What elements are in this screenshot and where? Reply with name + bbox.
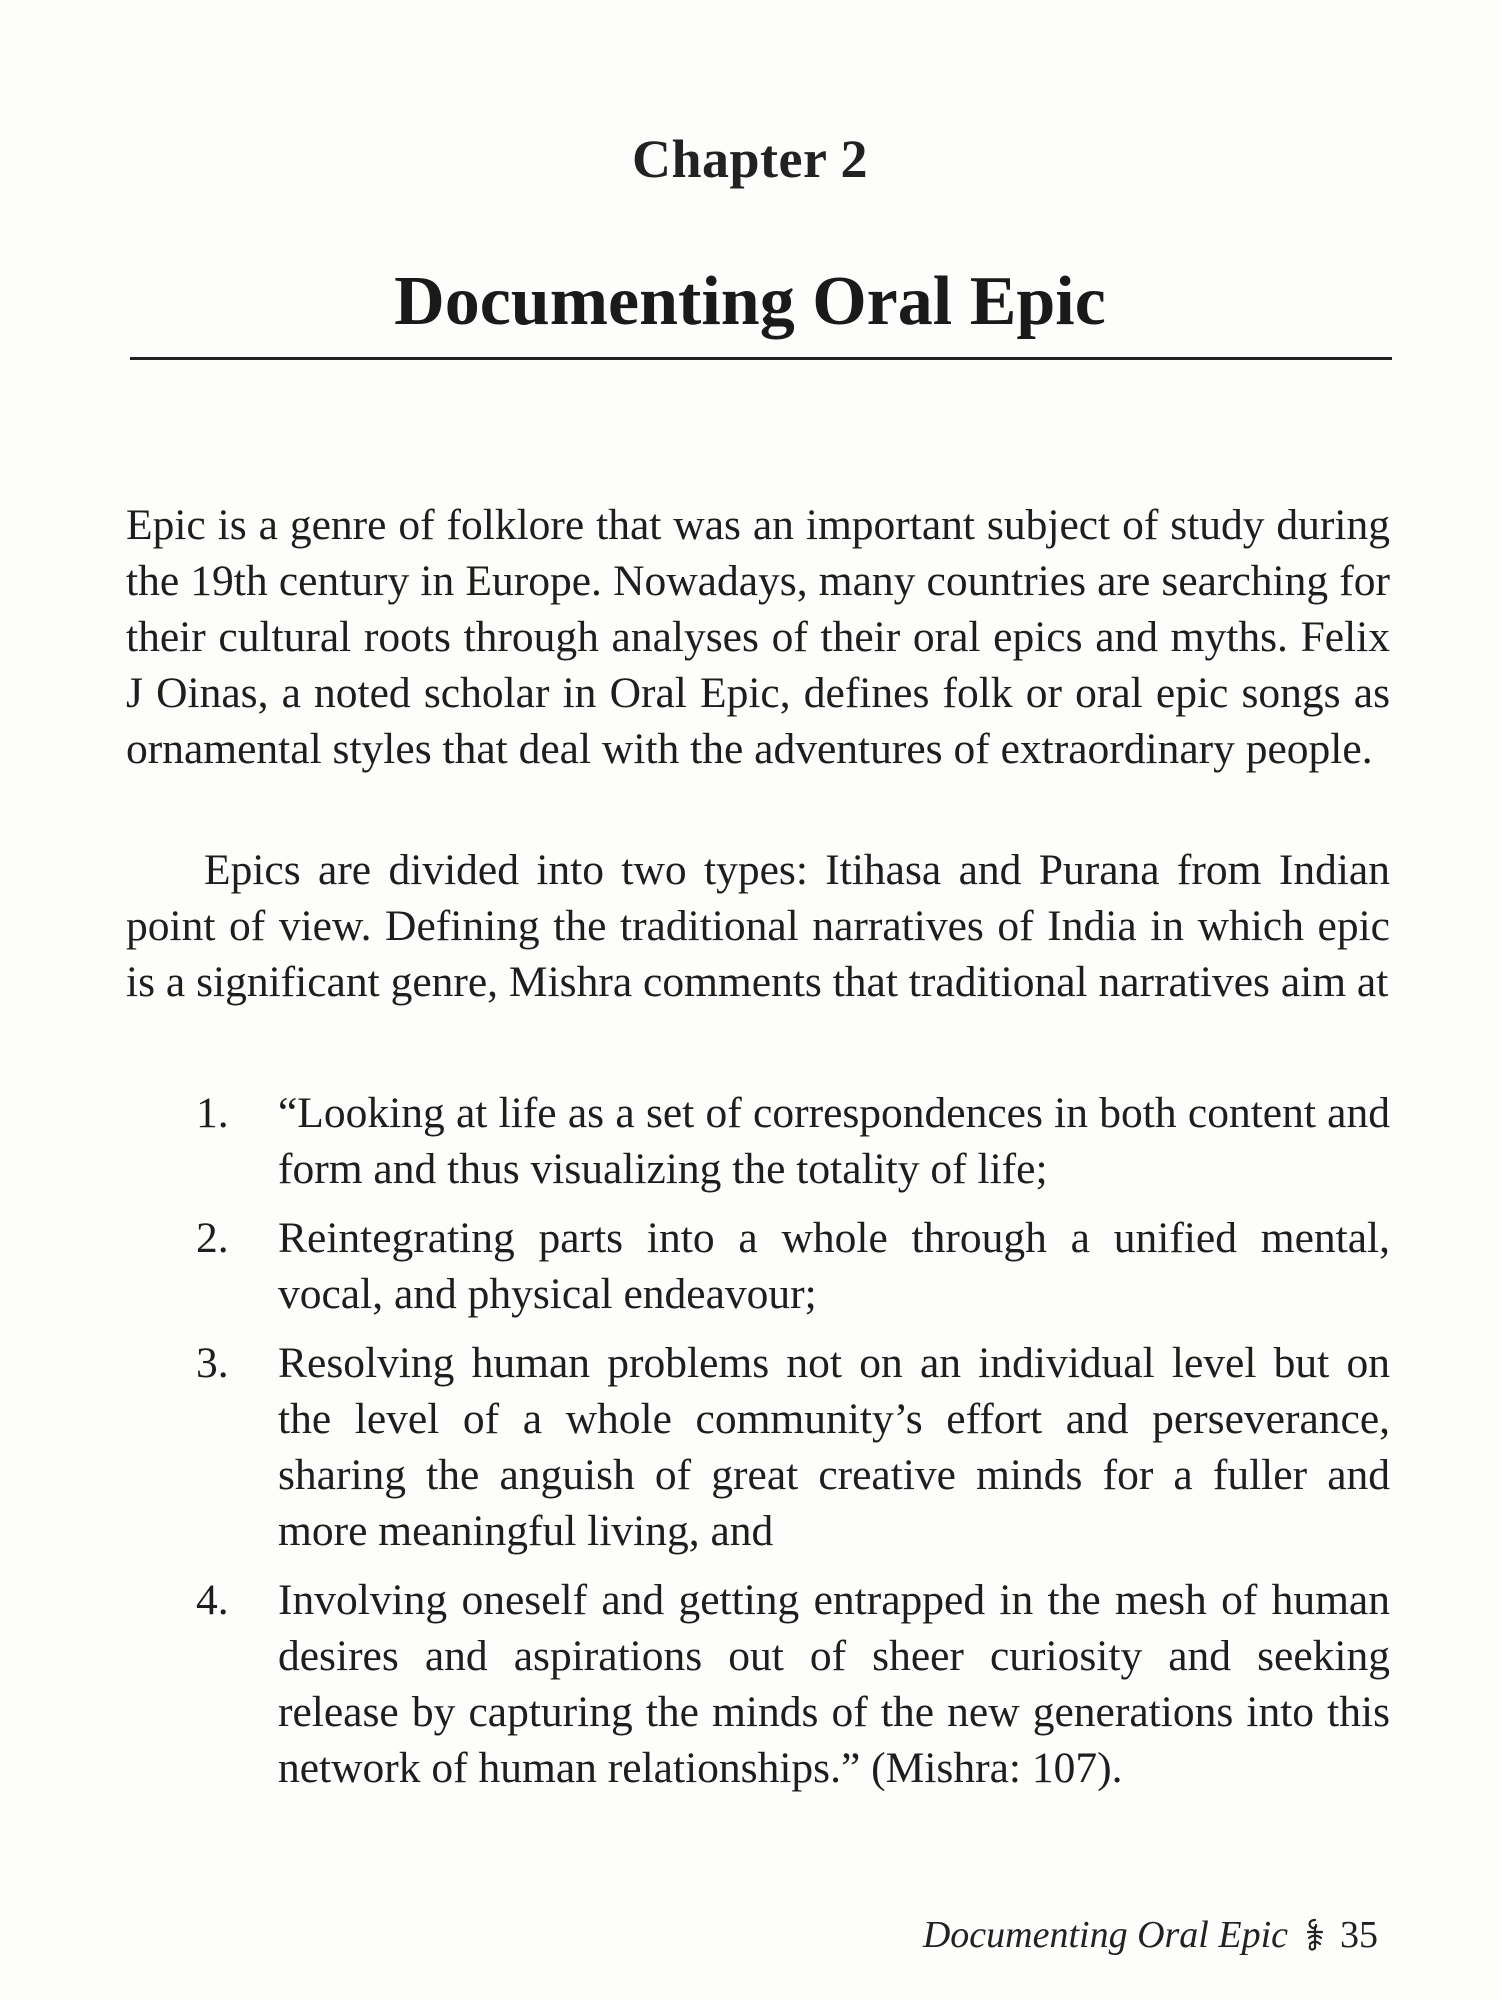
list-item <box>126 1572 1390 1796</box>
chapter-label: Chapter 2 <box>631 129 868 189</box>
list-item-text: “Looking at life as a set of correspondences in both content and form and thus visualizing the totality of life; <box>278 1089 1390 1193</box>
mishra-aims-list <box>126 1085 1390 1809</box>
fleuron-icon <box>1304 1918 1326 1952</box>
list-item-number: 2. <box>196 1214 229 1262</box>
list-item-number: 1. <box>196 1089 229 1137</box>
list-item <box>126 1210 1390 1322</box>
list-item <box>126 1335 1390 1559</box>
page-footer <box>923 1913 1378 1957</box>
list-item-number: 3. <box>196 1339 229 1387</box>
page-number: 35 <box>1340 1914 1378 1956</box>
list-item-number: 4. <box>196 1576 229 1624</box>
paragraph-intro: Epic is a genre of folklore that was an important subject of study during the 19th century in Europe. Nowadays, many countries are searching for their cultural roots through analyses of their oral epics and myths. Felix J Oinas, a noted scholar in Oral Epic, defines folk or oral epic songs as ornamental styles that deal with the adventures of extraordinary people. <box>126 501 1390 773</box>
paragraph-epic-types: Epics are divided into two types: Itihasa and Purana from Indian point of view. Defining the traditional narratives of India in which epic is a significant genre, Mishra comments that traditional narratives aim at <box>126 846 1390 1006</box>
list-item <box>126 1085 1390 1197</box>
chapter-title: Documenting Oral Epic <box>394 263 1106 340</box>
list-item-text: Involving oneself and getting entrapped in the mesh of human desires and aspirations out of sheer curiosity and seeking release by capturing the minds of the new generations into this network of human relationships.” (Mishra: 107). <box>278 1576 1390 1792</box>
list-item-text: Resolving human problems not on an individual level but on the level of a whole community’s effort and perseverance, sharing the anguish of great creative minds for a fuller and more meaningful living, and <box>278 1339 1390 1555</box>
list-item-text: Reintegrating parts into a whole through a unified mental, vocal, and physical endeavour; <box>278 1214 1390 1318</box>
title-rule <box>130 357 1392 360</box>
running-title: Documenting Oral Epic <box>922 1914 1288 1956</box>
